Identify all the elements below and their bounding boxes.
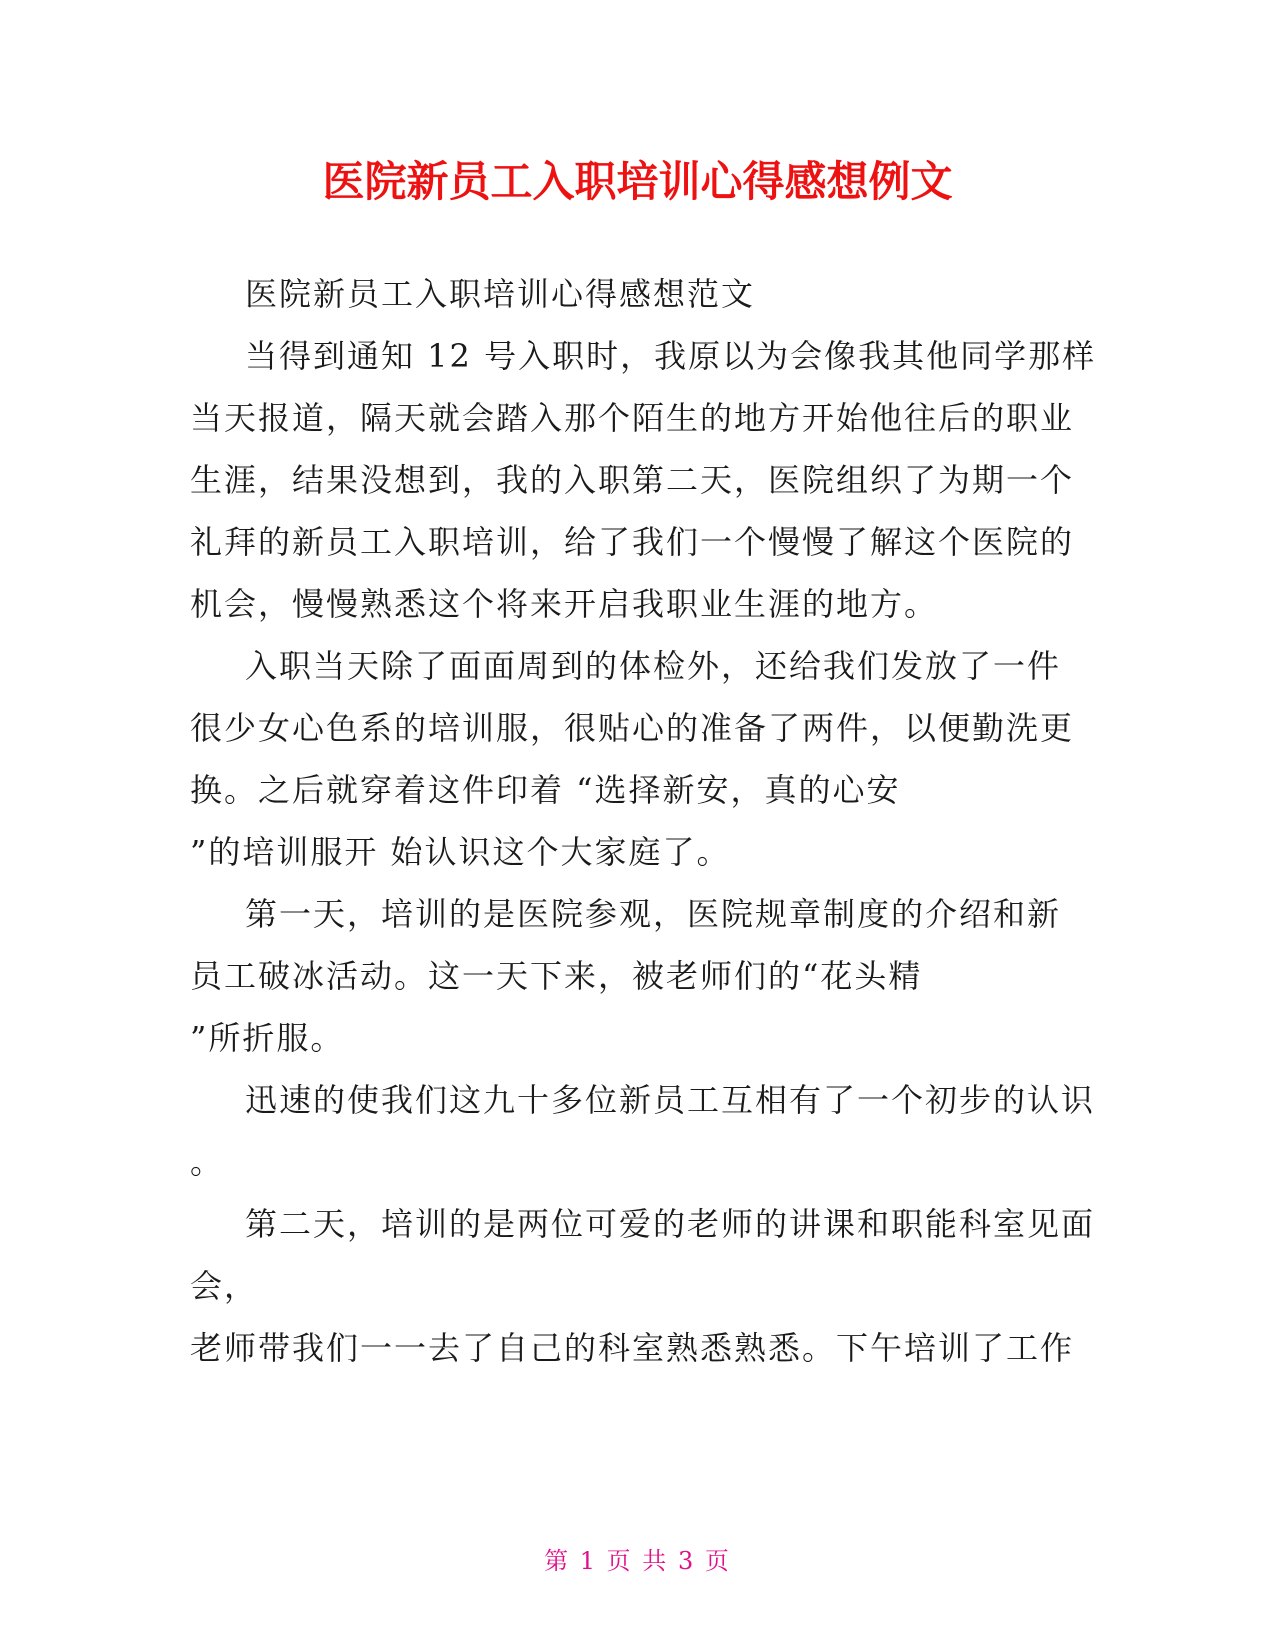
text-line: 生涯，结果没想到，我的入职第二天，医院组织了为期一个 <box>190 461 1075 499</box>
text-line: 。 <box>190 1143 225 1181</box>
text-line: 机会，慢慢熟悉这个将来开启我职业生涯的地方。 <box>190 585 939 623</box>
text-line: 员工破冰活动。这一天下来，被老师们的“花头精 <box>190 957 923 995</box>
text-line: 换。之后就穿着这件印着 “选择新安，真的心安 <box>190 771 901 809</box>
text-line: 医院新员工入职培训心得感想范文 <box>245 275 756 313</box>
text-line: 很少女心色系的培训服，很贴心的准备了两件，以便勤洗更 <box>190 709 1075 747</box>
text-line: 当得到通知 12 号入职时，我原以为会像我其他同学那样 <box>245 337 1097 375</box>
page-number: 第 1 页 共 3 页 <box>544 1547 731 1575</box>
text-line: 礼拜的新员工入职培训，给了我们一个慢慢了解这个医院的 <box>190 523 1075 561</box>
text-line: ”的培训服开 始认识这个大家庭了。 <box>190 833 731 871</box>
text-line: 第一天，培训的是医院参观，医院规章制度的介绍和新 <box>245 895 1062 933</box>
text-line: 会， <box>190 1267 259 1305</box>
text-line: 入职当天除了面面周到的体检外，还给我们发放了一件 <box>245 647 1062 685</box>
text-line: 第二天，培训的是两位可爱的老师的讲课和职能科室见面 <box>245 1205 1096 1243</box>
document-title: 医院新员工入职培训心得感想例文 <box>322 157 953 206</box>
text-line: 迅速的使我们这九十多位新员工互相有了一个初步的认识 <box>245 1081 1096 1119</box>
text-line: 当天报道，隔天就会踏入那个陌生的地方开始他往后的职业 <box>190 399 1075 437</box>
text-line: 老师带我们一一去了自己的科室熟悉熟悉。下午培训了工作 <box>190 1329 1075 1367</box>
text-line: ”所折服。 <box>190 1019 345 1057</box>
